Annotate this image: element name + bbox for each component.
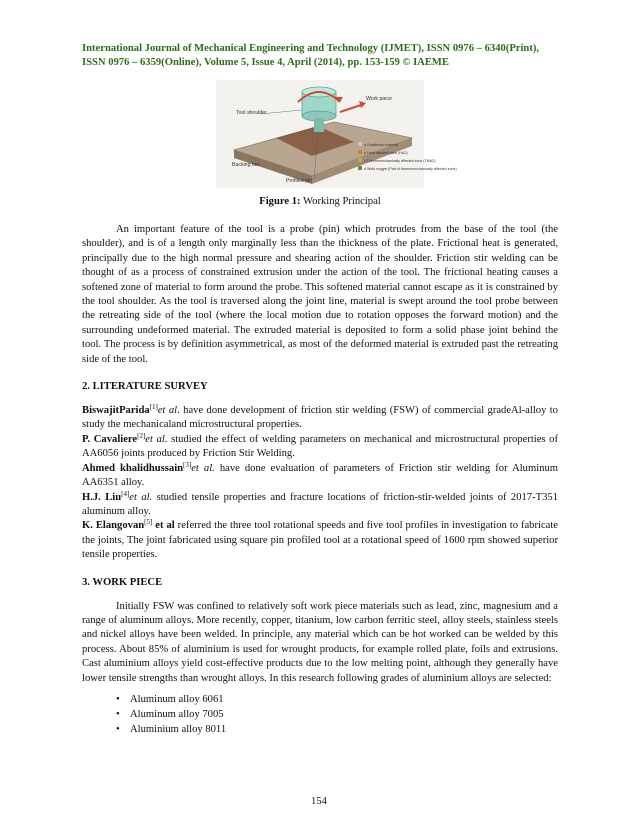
label-profiled-pin: Profiled pin [286, 178, 312, 184]
label-work-piece: Work piece [366, 96, 392, 102]
lit-entry-5 [82, 519, 558, 562]
label-tool-shoulder: Tool shoulder [236, 110, 267, 116]
lit-ref: [2] [137, 431, 146, 440]
header-line-2: ISSN 0976 – 6359(Online), Volume 5, Issue 4, April (2014), pp. 153-159 © IAEME [82, 57, 449, 68]
section-heading-literature: 2. LITERATURE SURVEY [82, 381, 208, 393]
friction-stir-welding-diagram [216, 80, 457, 188]
figure-image [216, 80, 457, 188]
bullet-icon: • [116, 708, 120, 720]
legend-tmaz: c Thermomechanically affected zone (TMAZ) [364, 159, 436, 163]
lit-etal: et al [157, 405, 178, 417]
lit-ref: [3] [183, 460, 192, 469]
lit-text: . have done development of friction stir welding (FSW) of commercial gradeAl-alloy to study the mechanicaland microstructural properties. [82, 405, 558, 431]
legend-haz: b Heat affected zone (HAZ) [364, 151, 408, 155]
lit-author: H.J. Liu [82, 491, 122, 503]
lit-author: K. Elangovan [82, 520, 145, 532]
caption-label: Figure 1: [259, 196, 301, 207]
journal-header [82, 42, 558, 70]
lit-text: have done evaluation of parameters of Friction stir welding for Aluminum AA6351 alloy. [82, 462, 558, 489]
label-backing-bar: Backing bar [232, 162, 260, 168]
page-content [82, 42, 558, 737]
bullet-icon: • [116, 693, 120, 705]
page-number: 154 [311, 796, 327, 807]
caption-text: Working Principal [300, 196, 381, 207]
lit-author: Ahmed khalidhussain [82, 462, 184, 474]
lit-etal: et al [152, 520, 175, 532]
lit-etal: et al. [129, 491, 153, 503]
lit-ref: [4] [121, 489, 130, 498]
lit-ref: [5] [144, 518, 153, 527]
bullet-icon: • [116, 723, 120, 735]
list-item: • Aluminium alloy 8011 [116, 723, 227, 735]
alloy-list [82, 692, 558, 737]
list-item: • Aluminum alloy 6061 [116, 693, 224, 705]
lit-etal: et al. [191, 462, 215, 474]
lit-entry-4 [82, 491, 558, 520]
lit-author: BiswajitParida [82, 405, 150, 417]
lit-text: studied the effect of welding parameters on mechanical and microstructural properties of AA6056 joints produced by Friction Stir Welding. [82, 433, 558, 460]
work-piece-paragraph: Initially FSW was confined to relatively soft work piece materials such as lead, zinc, magnesium and a range of aluminum alloys. More recently, copper, titanium, low carbon ferritic steel, alloy steels, stainless steels and nickel alloys have been welded. In principle, any material which can be hot worked can be welded by this process. About 85% of aluminium is used for wrought products, for example rolled plate, foils and extrusions. Cast aluminium alloys yield cost-effective products due to the low melting point, although they generally have lower tensile strengths than wrought alloys. In this research following grades of aluminium alloys are selected: [82, 600, 558, 684]
lit-text: referred the three tool rotational speeds and five tool profiles in investigation to fabricate the joints, The joint fabricated using square pin profiled tool at a rotational speed of 1600 rpm showed superior tensile properties. [82, 520, 558, 561]
legend-unaffected: a Unaffected material [364, 143, 399, 147]
intro-paragraph: An important feature of the tool is a probe (pin) which protrudes from the base of the tool (the shoulder), and is of a length only marginally less than the thickness of the plate. Frictional heat is generated, principally due to the high normal pressure and shearing action of the shoulder. Friction stir welding can be thought of as a process of constrained extrusion under the action of the tool. The frictional heating causes a softened zone of material to form around the probe. This softened material cannot escape as it is constrained by the tool shoulder. As the tool is traversed along the joint line, material is swept around the tool probe between the retreating side of the tool (where the local motion due to rotation opposes the forward motion) and the surrounding undeformed material. The extruded material is deposited to form a solid phase joint behind the tool. The process is by definition asymmetrical, as most of the deformed material is extruded past the retreating side of the tool. [82, 224, 558, 365]
header-line-1: International Journal of Mechanical Engineering and Technology (IJMET), ISSN 0976 – 6340(Print), [82, 43, 540, 54]
list-item: • Aluminum alloy 7005 [116, 708, 224, 720]
lit-etal: et al. [145, 433, 168, 445]
lit-entry-3 [82, 462, 558, 491]
lit-text: studied tensile properties and fracture locations of friction-stir-welded joints of 2017-T351 aluminum alloy. [82, 491, 558, 517]
section-heading-work-piece: 3. WORK PIECE [82, 576, 163, 588]
lit-ref: [1] [149, 403, 158, 412]
lit-entry-1 [82, 404, 558, 433]
figure-caption [82, 196, 558, 207]
legend-weld-nugget: d Weld nugget (Part of thermomechanically affected zone) [364, 167, 457, 171]
literature-entries [82, 404, 558, 562]
lit-entry-2 [82, 433, 558, 462]
lit-author: P. Cavaliere [82, 433, 138, 445]
